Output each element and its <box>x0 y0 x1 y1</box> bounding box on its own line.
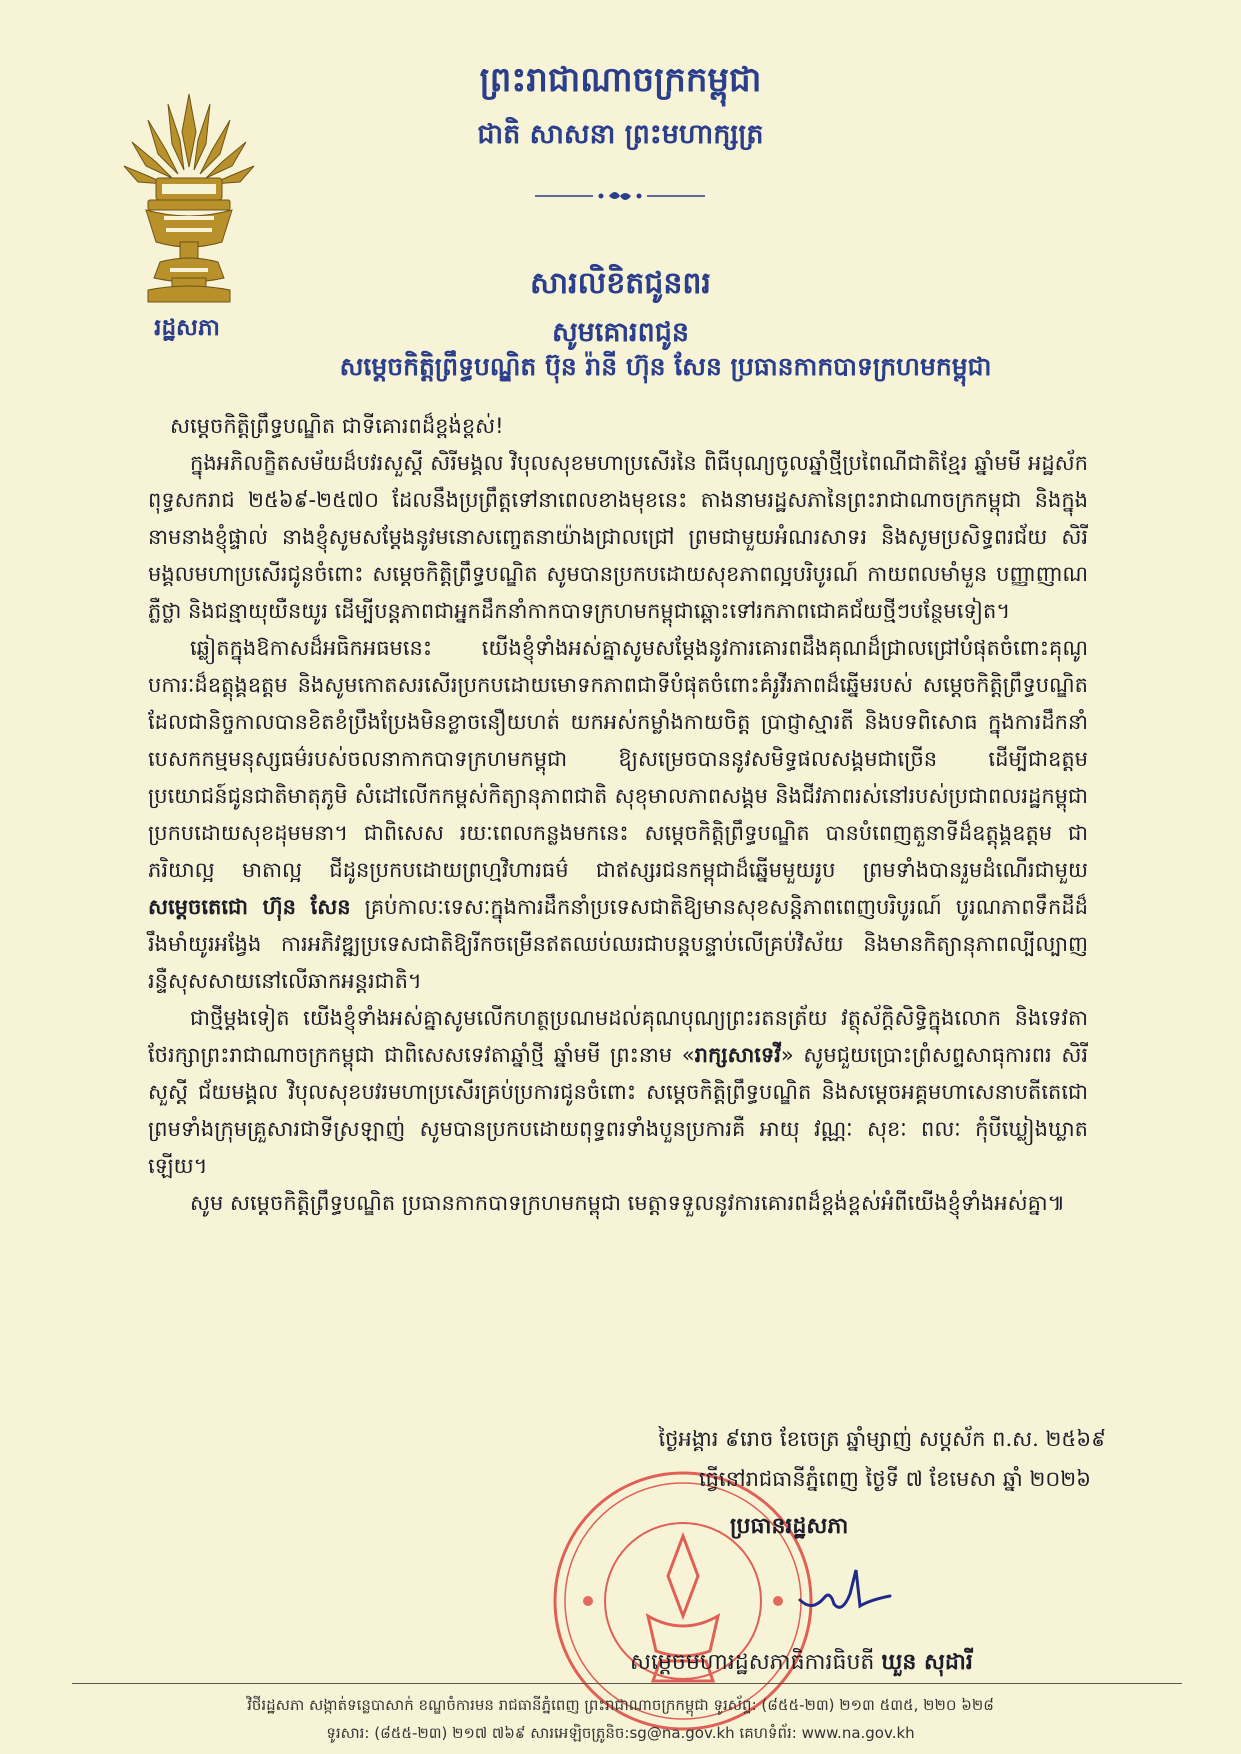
paragraph-1: ក្នុងអភិលក្ខិតសម័យដ៏បវរសួស្ដី សិរីមង្គល វិបុលសុខមហាប្រសើរនៃ ពិធីបុណ្យចូលឆ្នាំថ្មីប្រពៃណីជាតិខ្មែរ ឆ្នាំមមី អដ្ឋស័ក ពុទ្ធសករាជ ២៥៦៩-២៥៧០ ដែលនឹងប្រព្រឹត្តទៅនាពេលខាងមុខនេះ តាងនាមរដ្ឋសភានៃព្រះរាជាណាចក្រកម្ពុជា និងក្នុងនាមនាងខ្ញុំផ្ទាល់ នាងខ្ញុំសូមសម្ដែងនូវមនោសញ្ចេតនាយ៉ាងជ្រាលជ្រៅ ព្រមជាមួយអំណរសាទរ និងសូមប្រសិទ្ធពរជ័យ សិរីមង្គលមហាប្រសើរជូនចំពោះ សម្ដេចកិត្តិព្រឹទ្ធបណ្ឌិត សូមបានប្រកបដោយសុខភាពល្អបរិបូរណ៍ កាយពលមាំមួន បញ្ញាញាណភ្លឺថ្លា និងជន្មាយុយឺនយូរ ដើម្បីបន្តភាពជាអ្នកដឹកនាំកាកបាទក្រហមកម្ពុជាឆ្ពោះទៅរកភាពជោគជ័យថ្មីៗបន្ថែមទៀត។ <box>148 451 1088 623</box>
addressee-intro: សូមគោរពជូន <box>551 317 690 348</box>
kingdom-heading: ព្រះរាជាណាចក្រកម្ពុជា <box>479 60 762 100</box>
letter-title: សារលិខិតជូនពរ <box>530 266 711 301</box>
paragraph-3-text-b: » សូមជួយប្រោះព្រំសព្ទសាធុការពរ សិរីសួស្ដី ជ័យមង្គល វិបុលសុខបវរមហាប្រសើរគ្រប់ប្រការជូនចំពោះ សម្ដេចកិត្តិព្រឹទ្ធបណ្ឌិត និងសម្ដេចអគ្គមហាសេនាបតីតេជោ ព្រមទាំងក្រុមគ្រួសារជាទីស្រឡាញ់ សូមបានប្រកបដោយពុទ្ធពរទាំងបួនប្រការគឺ អាយុ វណ្ណៈ សុខៈ ពលៈ កុំបីឃ្លៀងឃ្លាតឡើយ។ <box>148 1043 1088 1178</box>
signatory-name-bold: ឃួន សុដារី <box>881 1649 973 1675</box>
signatory-name <box>630 1648 973 1680</box>
paragraph-2-bold: សម្ដេចតេជោ ហ៊ុន សែន <box>148 895 351 919</box>
paragraph-3-text-a: ជាថ្មីម្ដងទៀត យើងខ្ញុំទាំងអស់គ្នាសូមលើកហត្ថប្រណមដល់គុណបុណ្យព្រះរតនត្រ័យ វត្ថុស័ក្តិសិទ្ធិក្នុងលោក និងទេវតាថែរក្សាព្រះរាជាណាចក្រកម្ពុជា ជាពិសេសទេវតាឆ្នាំថ្មី ឆ្នាំមមី ព្រះនាម « <box>148 1006 1088 1067</box>
letter-body <box>148 408 1088 1222</box>
salutation: សម្ដេចកិត្តិព្រឹទ្ធបណ្ឌិត ជាទីគោរពដ៏ខ្ពង់ខ្ពស់! <box>170 414 504 438</box>
signatory-title: ប្រធានរដ្ឋសភា <box>730 1513 849 1539</box>
footer-contact: ទូរសារ: (៨៥៥-២៣) ២១៧ ៧៦៩ សារអេឡិចត្រូនិច:sg@na.gov.kh គេហទំព័រ: www.na.gov.kh <box>326 1724 915 1742</box>
paragraph-2-text-b: គ្រប់កាលៈទេសៈក្នុងការដឹកនាំប្រទេសជាតិឱ្យមានសុខសន្តិភាពពេញបរិបូរណ៍ បូរណភាពទឹកដីដ៏រឹងមាំយូរអង្វែង ការអភិវឌ្ឍប្រទេសជាតិឱ្យរីកចម្រើនឥតឈប់ឈរជាបន្តបន្ទាប់លើគ្រប់វិស័យ និងមានកិត្យានុភាពល្បីល្បាញរន្ទឺសុសសាយនៅលើឆាកអន្តរជាតិ។ <box>148 895 1088 993</box>
paragraph-4: សូម សម្ដេចកិត្តិព្រឹទ្ធបណ្ឌិត ប្រធានកាកបាទក្រហមកម្ពុជា មេត្តាទទួលនូវការគោរពដ៏ខ្ពង់ខ្ពស់អំពីយើងខ្ញុំទាំងអស់គ្នា៕ <box>190 1191 1065 1215</box>
footer-address: វិថីរដ្ឋសភា សង្កាត់ទន្លេបាសាក់ ខណ្ឌចំការមន រាជធានីភ្នំពេញ ព្រះរាជាណាចក្រកម្ពុជា ទូរស័ព្ទ: (៨៥៥-២៣) ២១៣ ៥៣៥, ២២០ ៦២៨ <box>247 1696 994 1714</box>
signatory-name-prefix: សម្ដេចមហារដ្ឋសភាធិការធិបតី <box>630 1650 882 1675</box>
lunar-date: ថ្ងៃអង្គារ ៩រោច ខែចេត្រ ឆ្នាំម្សាញ់ សប្តស័ក ព.ស. ២៥៦៩ <box>658 1427 1106 1451</box>
divider-ornament-icon <box>535 186 705 206</box>
national-motto: ជាតិ សាសនា ព្រះមហាក្សត្រ <box>477 119 764 150</box>
solar-date: ធ្វើនៅរាជធានីភ្នំពេញ ថ្ងៃទី ៧ ខែមេសា ឆ្នាំ ២០២៦ <box>698 1467 1091 1491</box>
paragraph-3-bold: រាក្សសាទេវី <box>694 1043 781 1067</box>
emblem-caption: រដ្ឋសភា <box>154 314 220 341</box>
paragraph-2-text-a: ឆ្លៀតក្នុងឱកាសដ៏អធិកអធមនេះ យើងខ្ញុំទាំងអស់គ្នាសូមសម្ដែងនូវការគោរពដឹងគុណដ៏ជ្រាលជ្រៅបំផុតចំពោះគុណូបការៈដ៏ឧត្ដុង្គឧត្ដម និងសូមកោតសរសើរប្រកបដោយមោទកភាពជាទីបំផុតចំពោះគំរូវីរភាពដ៏ឆ្នើមរបស់ សម្ដេចកិត្តិព្រឹទ្ធបណ្ឌិត ដែលជានិច្ចកាលបានខិតខំប្រឹងប្រែងមិនខ្លាចនឿយហត់ យកអស់កម្លាំងកាយចិត្ត ប្រាជ្ញាស្មារតី និងបទពិសោធ ក្នុងការដឹកនាំបេសកកម្មមនុស្សធម៌របស់ចលនាកាកបាទក្រហមកម្ពុជា ឱ្យសម្រេចបាននូវសមិទ្ធផលសង្គមជាច្រើន ដើម្បីជាឧត្តមប្រយោជន៍ជូនជាតិមាតុភូមិ សំដៅលើកកម្ពស់កិត្យានុភាពជាតិ សុខុមាលភាពសង្គម និងជីវភាពរស់នៅរបស់ប្រជាពលរដ្ឋកម្ពុជាប្រកបដោយសុខដុមមនា។ ជាពិសេស រយៈពេលកន្លងមកនេះ សម្ដេចកិត្តិព្រឹទ្ធបណ្ឌិត បានបំពេញតួនាទីដ៏ឧត្ដុង្គឧត្ដម ជាភរិយាល្អ មាតាល្អ ជីដូនប្រកបដោយព្រហ្មវិហារធម៌ ជាឥស្សរជនកម្ពុជាដ៏ឆ្នើមមួយរូប ព្រមទាំងបានរួមដំណើរជាមួយ <box>148 636 1088 882</box>
paragraph-2 <box>148 630 1088 1000</box>
handwritten-signature-icon <box>790 1560 900 1620</box>
footer-divider <box>72 1683 1182 1684</box>
addressee-name: សម្ដេចកិត្តិព្រឹទ្ធបណ្ឌិត ប៊ុន រ៉ានី ហ៊ុន សែន ប្រធានកាកបាទក្រហមកម្ពុជា <box>339 352 992 381</box>
paragraph-3 <box>148 1000 1088 1185</box>
